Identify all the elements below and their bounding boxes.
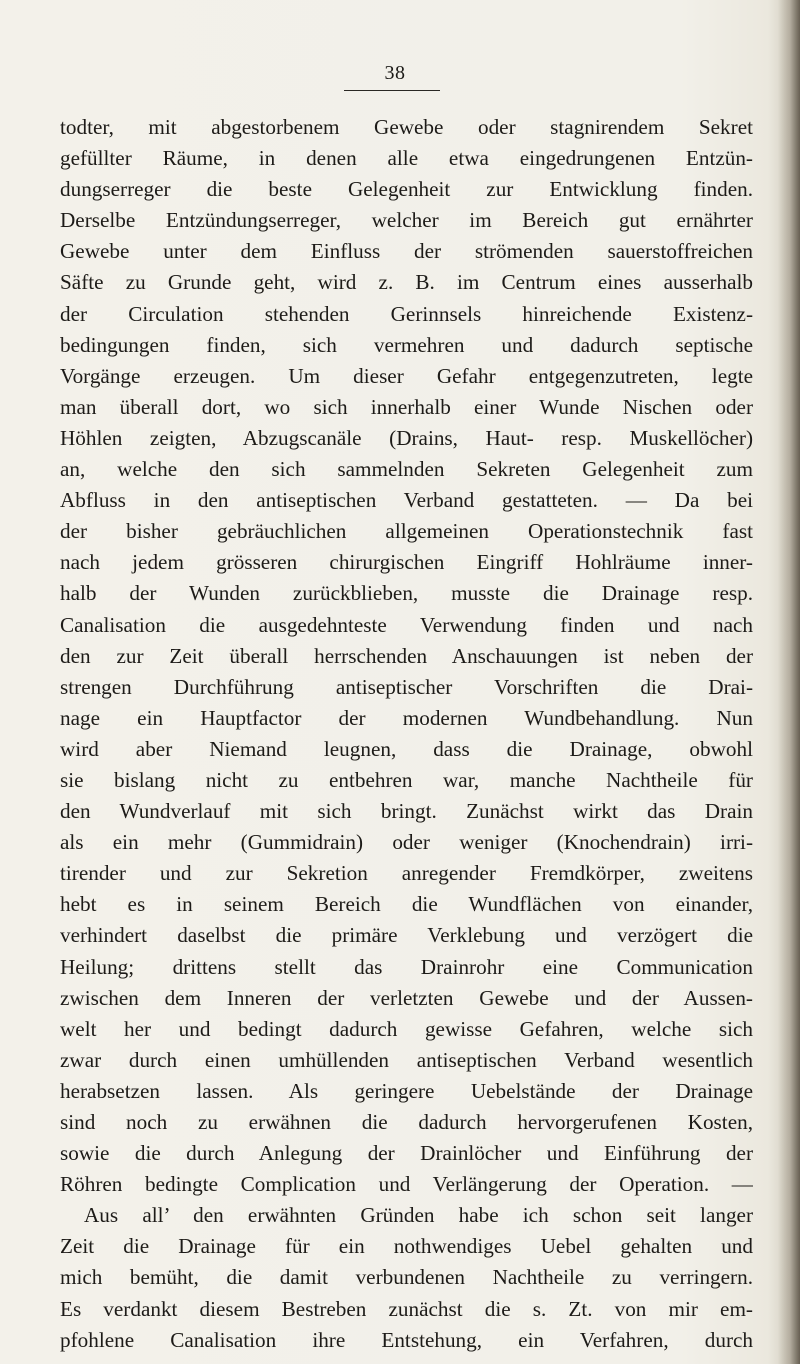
- text-line: dungserreger die beste Gelegenheit zur Entwicklung finden.: [60, 177, 753, 202]
- text-line: halb der Wunden zurückblieben, musste die Drainage resp.: [60, 581, 753, 606]
- text-line: als ein mehr (Gummidrain) oder weniger (Knochendrain) irri-: [60, 830, 753, 855]
- text-line: Vorgänge erzeugen. Um dieser Gefahr entgegenzutreten, legte: [60, 363, 753, 388]
- text-line: Röhren bedingte Complication und Verlängerung der Operation. —: [60, 1172, 753, 1197]
- text-line: todter, mit abgestorbenem Gewebe oder stagnirendem Sekret: [60, 115, 753, 139]
- text-line: Gewebe unter dem Einfluss der strömenden sauerstoffreichen: [60, 239, 753, 264]
- text-line: Säfte zu Grunde geht, wird z. B. im Centrum eines ausserhalb: [60, 270, 753, 295]
- text-line: sie bislang nicht zu entbehren war, manche Nachtheile für: [60, 767, 753, 792]
- text-line: Derselbe Entzündungserreger, welcher im Bereich gut ernährter: [60, 208, 753, 233]
- text-line: den Wundverlauf mit sich bringt. Zunächst wirkt das Drain: [60, 799, 753, 824]
- page-number: 38: [384, 62, 406, 84]
- page-number-rule: [344, 90, 440, 91]
- text-line: wird aber Niemand leugnen, dass die Drainage, obwohl: [60, 736, 753, 761]
- text-line: an, welche den sich sammelnden Sekreten Gelegenheit zum: [60, 457, 753, 482]
- text-line: Aus all’ den erwähnten Gründen habe ich schon seit langer: [84, 1203, 753, 1228]
- text-line: gefüllter Räume, in denen alle etwa eingedrungenen Entzün-: [60, 146, 753, 171]
- text-line: der Circulation stehenden Gerinnsels hinreichende Existenz-: [60, 301, 753, 326]
- text-line: pfohlene Canalisation ihre Entstehung, ein Verfahren, durch: [60, 1327, 753, 1352]
- text-line: verhindert daselbst die primäre Verklebung und verzögert die: [60, 923, 753, 948]
- text-line: sowie die durch Anlegung der Drainlöcher und Einführung der: [60, 1141, 753, 1166]
- body-text: [60, 112, 753, 1356]
- text-line: bedingungen finden, sich vermehren und dadurch septische: [60, 332, 753, 357]
- page-edge-shadow: [778, 0, 800, 1364]
- text-line: herabsetzen lassen. Als geringere Uebelstände der Drainage: [60, 1078, 753, 1103]
- text-line: Heilung; drittens stellt das Drainrohr eine Communication: [60, 954, 753, 979]
- text-line: Zeit die Drainage für ein nothwendiges Uebel gehalten und: [60, 1234, 753, 1259]
- text-line: Es verdankt diesem Bestreben zunächst die s. Zt. von mir em-: [60, 1296, 753, 1321]
- text-line: Abfluss in den antiseptischen Verband gestatteten. — Da bei: [60, 488, 753, 513]
- text-line: zwischen dem Inneren der verletzten Gewebe und der Aussen-: [60, 985, 753, 1010]
- text-line: mich bemüht, die damit verbundenen Nachtheile zu verringern.: [60, 1265, 753, 1290]
- text-line: Höhlen zeigten, Abzugscanäle (Drains, Haut- resp. Muskellöcher): [60, 425, 753, 450]
- text-line: nage ein Hauptfactor der modernen Wundbehandlung. Nun: [60, 705, 753, 730]
- text-line: sind noch zu erwähnen die dadurch hervorgerufenen Kosten,: [60, 1110, 753, 1134]
- text-line: welt her und bedingt dadurch gewisse Gefahren, welche sich: [60, 1016, 753, 1041]
- text-line: zwar durch einen umhüllenden antiseptischen Verband wesentlich: [60, 1047, 753, 1072]
- text-line: strengen Durchführung antiseptischer Vorschriften die Drai-: [60, 674, 753, 699]
- text-line: nach jedem grösseren chirurgischen Eingriff Hohlräume inner-: [60, 550, 753, 575]
- text-line: man überall dort, wo sich innerhalb einer Wunde Nischen oder: [60, 394, 753, 419]
- text-line: tirender und zur Sekretion anregender Fremdkörper, zweitens: [60, 861, 753, 886]
- text-line: der bisher gebräuchlichen allgemeinen Operationstechnik fast: [60, 519, 753, 544]
- text-line: Canalisation die ausgedehnteste Verwendung finden und nach: [60, 612, 753, 637]
- text-line: den zur Zeit überall herrschenden Anschauungen ist neben der: [60, 643, 753, 668]
- text-line: hebt es in seinem Bereich die Wundflächen von einander,: [60, 892, 753, 917]
